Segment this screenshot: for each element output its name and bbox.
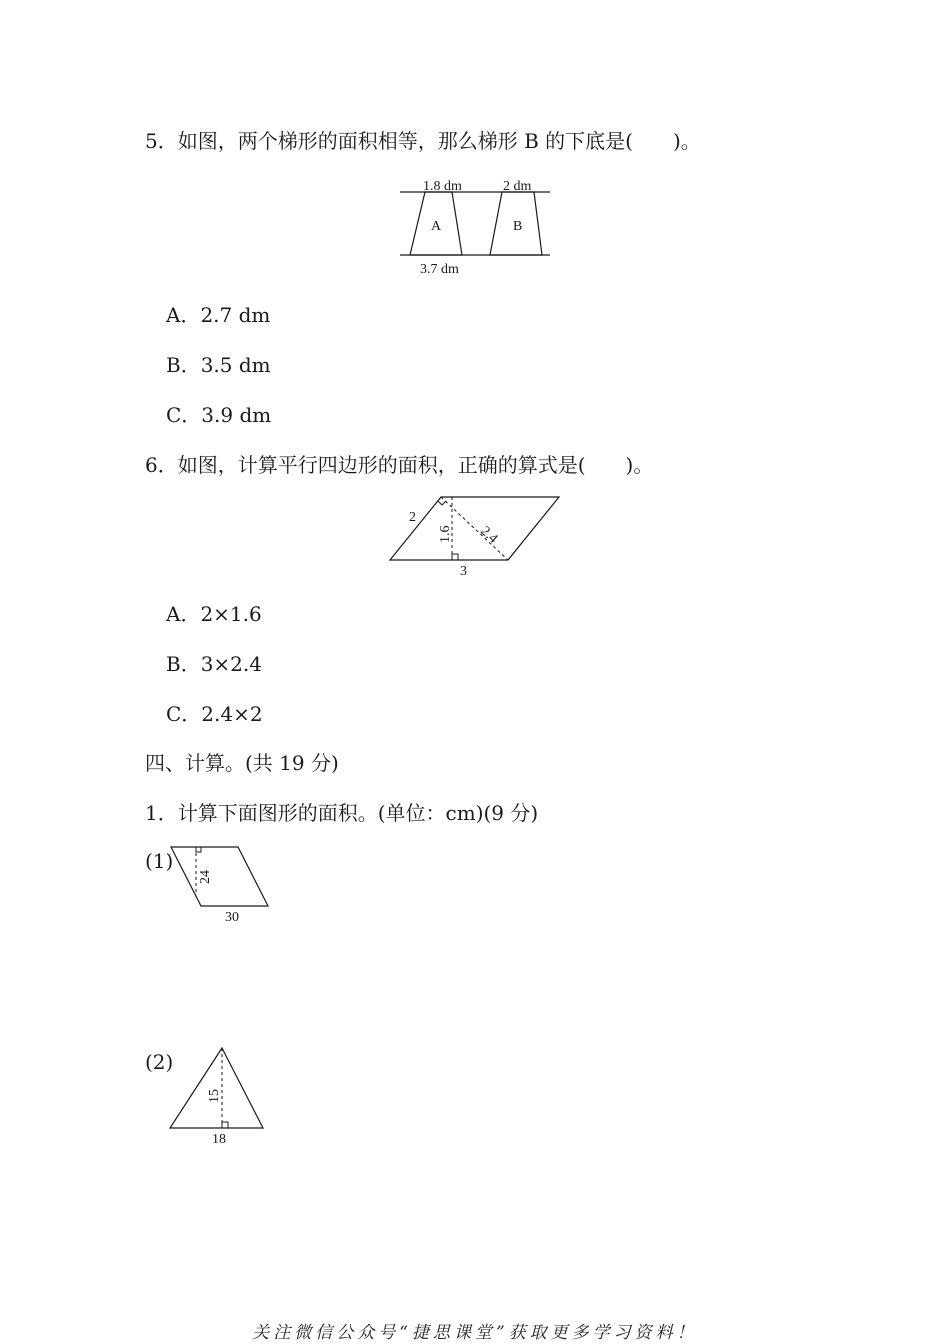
figure2-triangle: [165, 1045, 275, 1150]
figure1-parallelogram: [168, 842, 278, 927]
figure1-base-label: 30: [225, 910, 239, 925]
section4-title: 四、计算。(共 19 分): [145, 751, 339, 775]
q5-label-bottom-a: 3.7 dm: [420, 262, 459, 277]
q5-label-a: A: [431, 219, 442, 234]
figure2-height-label: 15: [207, 1089, 222, 1103]
q5-option-a[interactable]: A．2.7 dm: [166, 303, 271, 327]
q6-stem: 6．如图，计算平行四边形的面积，正确的算式是( )。: [145, 453, 654, 477]
q6-label-height: 1.6: [438, 525, 453, 543]
figure1-height-label: 24: [198, 870, 213, 884]
q5-option-c[interactable]: C．3.9 dm: [166, 403, 272, 427]
q6-option-b[interactable]: B．3×2.4: [166, 652, 262, 676]
q6-label-base: 3: [460, 564, 467, 579]
q5-trapezoid-figure: [395, 172, 565, 282]
q6-parallelogram-figure: [385, 490, 565, 585]
q5-label-top-a: 1.8 dm: [423, 179, 462, 194]
figure1-label: (1): [145, 849, 174, 873]
q6-label-side: 2: [409, 510, 416, 525]
figure2-label: (2): [145, 1050, 174, 1074]
q6-option-c[interactable]: C．2.4×2: [166, 702, 263, 726]
section4-q1-stem: 1．计算下面图形的面积。(单位：cm)(9 分): [145, 801, 539, 825]
figure2-base-label: 18: [212, 1132, 226, 1147]
q5-label-b: B: [513, 219, 523, 234]
q5-option-b[interactable]: B．3.5 dm: [166, 353, 271, 377]
q5-stem: 5．如图，两个梯形的面积相等，那么梯形 B 的下底是( )。: [145, 129, 701, 153]
q6-label-diag-height: 2.4: [477, 523, 501, 547]
footer-promo: 关注微信公众号“捷思课堂”获取更多学习资料！: [252, 1323, 698, 1343]
q6-option-a[interactable]: A．2×1.6: [166, 602, 262, 626]
q5-label-top-b: 2 dm: [503, 179, 532, 194]
